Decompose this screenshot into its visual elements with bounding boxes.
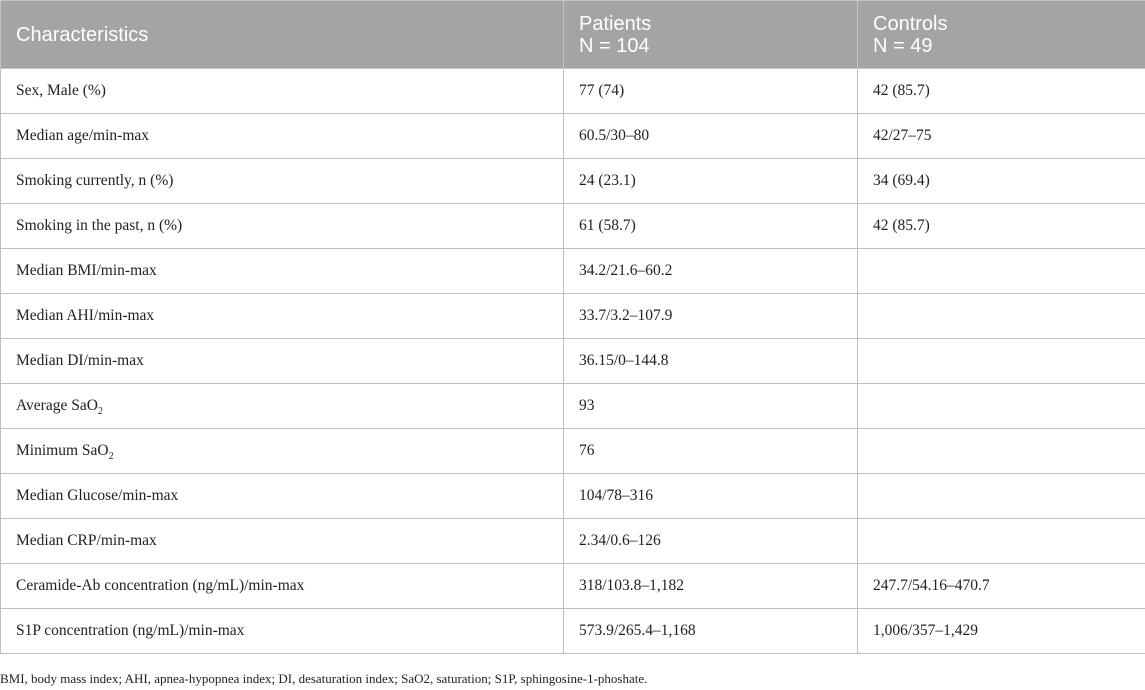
controls-value [858, 519, 1145, 564]
header-patients-line1: Patients [579, 12, 652, 35]
patients-value: 104/78–316 [564, 474, 858, 519]
table-row [1, 294, 1145, 339]
row-label-text: Median DI/min-max [16, 352, 144, 369]
table-row [1, 384, 1145, 429]
row-label-text: Minimum SaO [16, 442, 109, 459]
table-row [1, 249, 1145, 294]
row-label-text: Ceramide-Ab concentration (ng/mL)/min-max [16, 577, 305, 594]
row-label [1, 519, 564, 564]
table-row [1, 474, 1145, 519]
row-label [1, 114, 564, 159]
patients-value: 76 [564, 429, 858, 474]
table-row [1, 114, 1145, 159]
row-label [1, 249, 564, 294]
table-row [1, 69, 1145, 114]
controls-value: 34 (69.4) [858, 159, 1145, 204]
table-row [1, 159, 1145, 204]
patients-value: 36.15/0–144.8 [564, 339, 858, 384]
controls-value: 1,006/357–1,429 [858, 609, 1145, 654]
table-row [1, 339, 1145, 384]
row-label-text: Median Glucose/min-max [16, 487, 179, 504]
controls-value [858, 294, 1145, 339]
table-row [1, 609, 1145, 654]
header-controls-line2: N = 49 [873, 34, 933, 57]
patients-value: 2.34/0.6–126 [564, 519, 858, 564]
row-label [1, 204, 564, 249]
table-footnote: BMI, body mass index; AHI, apnea-hypopnea index; DI, desaturation index; SaO2, saturation; S1P, sphingosine-1-phoshate. [0, 671, 648, 686]
patients-value: 34.2/21.6–60.2 [564, 249, 858, 294]
row-label-text: Median CRP/min-max [16, 532, 157, 549]
table-row [1, 519, 1145, 564]
patients-value: 24 (23.1) [564, 159, 858, 204]
row-label-text: Sex, Male (%) [16, 82, 106, 99]
header-row [1, 1, 1145, 69]
row-label-text: Median BMI/min-max [16, 262, 157, 279]
row-label [1, 564, 564, 609]
patients-value: 33.7/3.2–107.9 [564, 294, 858, 339]
row-label [1, 384, 564, 429]
table-row [1, 204, 1145, 249]
patients-value: 318/103.8–1,182 [564, 564, 858, 609]
controls-value [858, 339, 1145, 384]
patients-value: 60.5/30–80 [564, 114, 858, 159]
controls-value: 42 (85.7) [858, 69, 1145, 114]
row-label [1, 159, 564, 204]
header-controls-line1: Controls [873, 12, 948, 35]
row-label [1, 69, 564, 114]
table-row [1, 564, 1145, 609]
header-characteristics [1, 1, 564, 69]
controls-value: 42/27–75 [858, 114, 1145, 159]
header-patients-line2: N = 104 [579, 34, 650, 57]
row-label [1, 339, 564, 384]
patients-value: 573.9/265.4–1,168 [564, 609, 858, 654]
controls-value [858, 249, 1145, 294]
row-label-subscript: 2 [97, 406, 103, 418]
row-label-text: Median age/min-max [16, 127, 149, 144]
header-characteristics-line1: Characteristics [16, 23, 149, 46]
controls-value: 42 (85.7) [858, 204, 1145, 249]
row-label-text: Smoking in the past, n (%) [16, 217, 183, 234]
controls-value [858, 384, 1145, 429]
header-patients [564, 1, 858, 69]
row-label-text: S1P concentration (ng/mL)/min-max [16, 622, 245, 639]
patients-value: 77 (74) [564, 69, 858, 114]
table-body [1, 69, 1145, 654]
patients-value: 61 (58.7) [564, 204, 858, 249]
controls-value [858, 429, 1145, 474]
header-controls [858, 1, 1145, 69]
table-row [1, 429, 1145, 474]
row-label-text: Average SaO [16, 397, 98, 414]
row-label [1, 474, 564, 519]
controls-value [858, 474, 1145, 519]
row-label-text: Median AHI/min-max [16, 307, 155, 324]
row-label [1, 609, 564, 654]
row-label [1, 294, 564, 339]
row-label-subscript: 2 [108, 451, 114, 463]
controls-value: 247.7/54.16–470.7 [858, 564, 1145, 609]
patients-value: 93 [564, 384, 858, 429]
row-label [1, 429, 564, 474]
row-label-text: Smoking currently, n (%) [16, 172, 174, 189]
